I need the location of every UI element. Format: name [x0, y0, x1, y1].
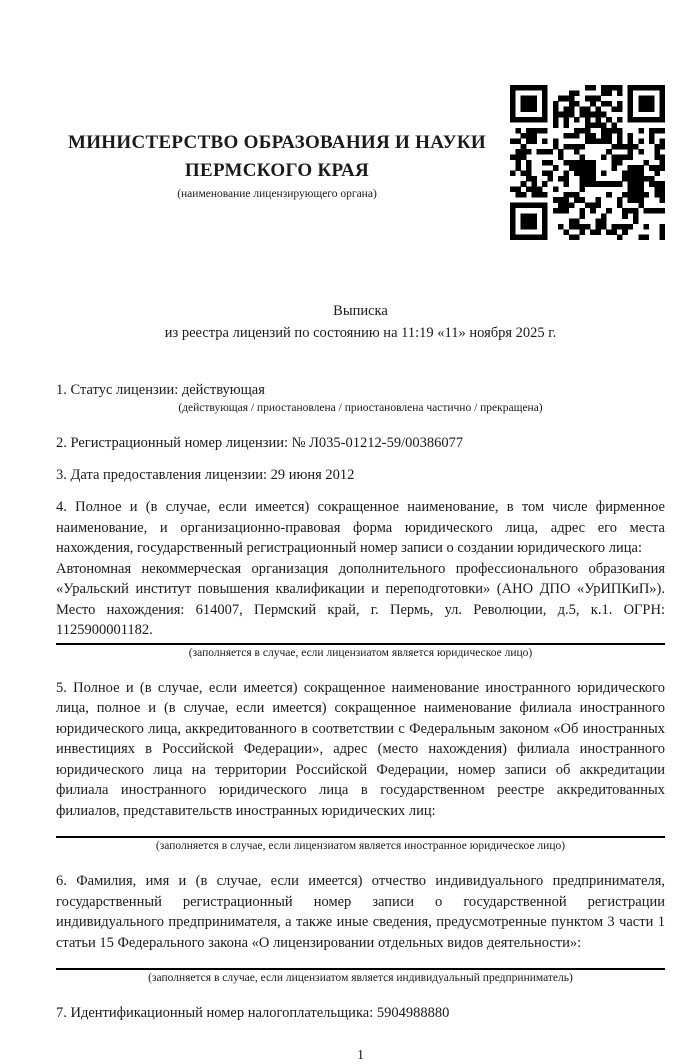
legal-entity-question: 4. Полное и (в случае, если имеется) сокращенное наименование, в том числе фирменное наименование, и организационно-правовая форма юридического лица, адрес его места нахождения, государственный регистрационный номер записи о создании юридического лица:	[56, 499, 665, 556]
document-header	[56, 85, 665, 240]
entrepreneur-rule	[56, 968, 665, 970]
page-number: 1	[357, 1048, 364, 1063]
license-date-text: 3. Дата предоставления лицензии: 29 июня 2012	[56, 467, 355, 483]
legal-entity-rule	[56, 643, 665, 645]
document-body	[56, 380, 665, 1024]
ministry-name-line1: МИНИСТЕРСТВО ОБРАЗОВАНИЯ И НАУКИ	[67, 132, 487, 153]
legal-entity-caption: (заполняется в случае, если лицензиатом является юридическое лицо)	[188, 646, 533, 659]
license-status-text: 1. Статус лицензии: действующая	[56, 382, 265, 398]
license-status-item	[56, 380, 665, 416]
foreign-entity-item	[56, 678, 665, 855]
licensing-authority-block	[56, 85, 510, 202]
entrepreneur-item	[56, 871, 665, 986]
foreign-entity-caption: (заполняется в случае, если лицензиатом является иностранное юридическое лицо)	[155, 840, 566, 852]
ministry-name-line2: ПЕРМСКОГО КРАЯ	[184, 160, 370, 181]
foreign-entity-rule	[56, 836, 665, 838]
entrepreneur-caption: (заполняется в случае, если лицензиатом является индивидуальный предприниматель)	[148, 972, 573, 984]
legal-entity-item	[56, 497, 665, 661]
legal-entity-answer: Автономная некоммерческая организация дополнительного профессионального образования «Уральский институт повышения квалификации и переподготовки» (АНО ДПО «УрИПКиП»). Место нахождения: 614007, Пермский край, г. Пермь, ул. Революции, д.5, к.1. ОГРН: 1125900001182.	[56, 560, 665, 638]
foreign-entity-question: 5. Полное и (в случае, если имеется) сокращенное наименование иностранного юридического лица, полное и (в случае, если имеется) сокращенное наименование филиала иностранного юридического лица, аккредитованного в соответствии с Федеральным законом «Об иностранных инвестициях в Российской Федерации», адрес (место нахождения) филиала иностранного юридического лица на территории Российской Федерации, номер записи об аккредитации филиала иностранного юридического лица в государственном реестре аккредитованных филиалов, представительств иностранных юридических лиц:	[56, 679, 665, 819]
license-number-item	[56, 433, 665, 454]
entrepreneur-question: 6. Фамилия, имя и (в случае, если имеется) отчество индивидуального предпринимателя, государственный регистрационный номер записи о государственной регистрации индивидуального предпринимателя, а также иные сведения, предусмотренные пунктом 3 части 1 статьи 15 Федерального закона «О лицензировании отдельных видов деятельности»:	[56, 873, 665, 951]
license-date-item	[56, 465, 665, 486]
license-number-text: 2. Регистрационный номер лицензии: № Л035-01212-59/00386077	[56, 435, 464, 451]
qr-code-icon	[510, 85, 665, 240]
taxpayer-id-text: 7. Идентификационный номер налогоплательщика: 5904988880	[56, 1005, 450, 1021]
document-title-line2: из реестра лицензий по состоянию на 11:19 «11» ноября 2025 г.	[164, 325, 557, 341]
ministry-caption: (наименование лицензирующего органа)	[177, 188, 377, 200]
document-title	[56, 300, 665, 344]
license-status-caption: (действующая / приостановлена / приостановлена частично / прекращена)	[178, 402, 543, 414]
document-title-line1: Выписка	[333, 303, 388, 319]
taxpayer-id-item	[56, 1003, 665, 1024]
